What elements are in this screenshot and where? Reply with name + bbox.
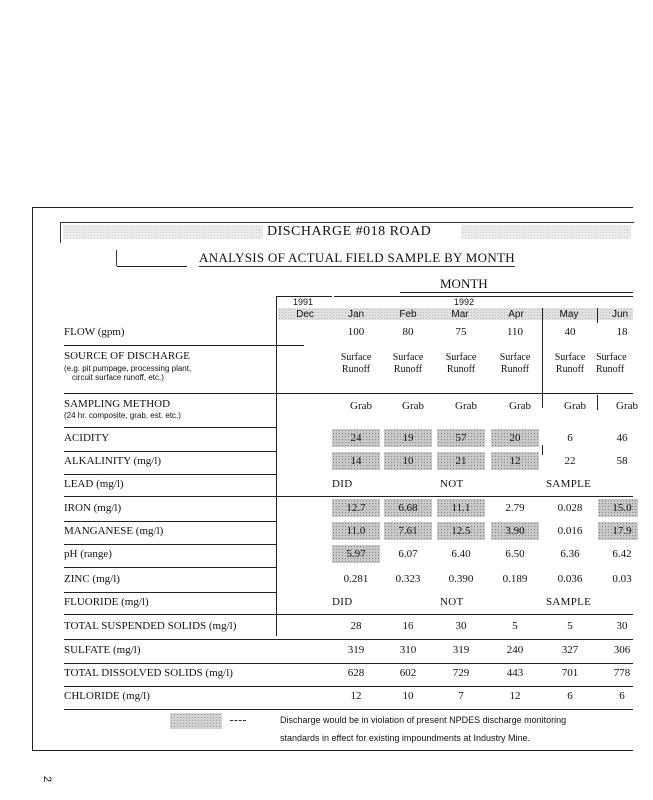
row-value: 319 (452, 644, 470, 656)
lead-word: DID (332, 478, 353, 490)
row-value: 14 (350, 455, 362, 467)
footnote-line-1: Discharge would be in violation of present NPDES discharge monitoring (280, 715, 567, 725)
row-label: MANGANESE (mg/l) (64, 525, 164, 537)
sampling-value: Grab (350, 400, 372, 412)
bottom-rule (32, 750, 633, 751)
footnote-line-2: standards in effect for existing impoundments at Industry Mine. (280, 733, 530, 743)
month-jun: Jun (611, 309, 629, 320)
row-value: 319 (347, 644, 365, 656)
row-value: 6.42 (612, 548, 632, 560)
flow-value: 40 (564, 326, 576, 338)
page-number: 2 (41, 775, 54, 783)
row-value: 6.68 (398, 502, 418, 514)
flow-value: 18 (616, 326, 628, 338)
year-1992: 1992 (453, 297, 475, 307)
row-value: 6 (567, 432, 573, 444)
row-value: 6.36 (560, 548, 580, 560)
left-rule (32, 207, 33, 750)
row-value: 12.7 (346, 502, 366, 514)
source-value: Runoff (500, 364, 530, 375)
row-value: 12 (509, 690, 521, 702)
row-value: 443 (506, 667, 524, 679)
row-value: 12 (509, 455, 521, 467)
month-mar: Mar (451, 309, 469, 320)
row-value: 2.79 (505, 502, 525, 514)
row-value: 327 (561, 644, 579, 656)
source-value: Surface (445, 352, 477, 363)
fluoride-word: SAMPLE (546, 596, 592, 608)
lead-word: NOT (440, 478, 464, 490)
row-value: 28 (350, 620, 362, 632)
row-value: 778 (613, 667, 631, 679)
month-apr: Apr (508, 309, 524, 320)
source-value: Runoff (393, 364, 423, 375)
row-value: 11.0 (346, 525, 366, 537)
month-label: MONTH (440, 276, 488, 291)
row-value: 30 (455, 620, 467, 632)
month-may: May (559, 309, 579, 320)
row-value: 310 (399, 644, 417, 656)
sampling-desc: (24 hr. composite, grab, est. etc.) (64, 411, 181, 420)
row-label: SULFATE (mg/l) (64, 644, 141, 656)
row-value: 46 (616, 432, 628, 444)
lead-word: SAMPLE (546, 478, 592, 490)
row-value: 11.1 (451, 502, 471, 514)
source-value: Runoff (446, 364, 476, 375)
row-value: 24 (350, 432, 362, 444)
source-value: Surface (554, 352, 586, 363)
source-value: Surface (392, 352, 424, 363)
source-desc-1: (e.g. pit pumpage, processing plant, (64, 364, 192, 373)
source-value: Surface (499, 352, 531, 363)
row-value: 701 (561, 667, 579, 679)
flow-value: 110 (506, 326, 524, 338)
row-value: 19 (402, 432, 414, 444)
source-value: Surface (340, 352, 372, 363)
row-label: ACIDITY (64, 432, 110, 444)
row-value: 12 (350, 690, 362, 702)
row-label: TOTAL DISSOLVED SOLIDS (mg/l) (64, 667, 233, 679)
row-value: 5.97 (346, 548, 366, 560)
source-desc-2: circuit surface runoff, etc.) (72, 373, 164, 382)
row-value: 0.281 (343, 573, 369, 585)
source-value: Surface (596, 352, 627, 363)
row-value: 0.016 (557, 525, 583, 537)
row-value: 0.028 (557, 502, 583, 514)
row-label: TOTAL SUSPENDED SOLIDS (mg/l) (64, 620, 237, 632)
violation-legend-swatch (170, 713, 222, 729)
row-value: 628 (347, 667, 365, 679)
label-column-rule (276, 296, 277, 636)
month-feb: Feb (399, 309, 417, 320)
row-value: 7 (458, 690, 464, 702)
row-value: 58 (616, 455, 628, 467)
sampling-value: Grab (402, 400, 424, 412)
row-label: ALKALINITY (mg/l) (64, 455, 162, 467)
flow-value: 100 (347, 326, 365, 338)
page-title: DISCHARGE #018 ROAD (267, 224, 432, 239)
sampling-label: SAMPLING METHOD (64, 398, 171, 410)
sampling-value: Grab (509, 400, 531, 412)
lead-label: LEAD (mg/l) (64, 478, 124, 490)
row-value: 3.90 (505, 525, 525, 537)
row-value: 15.0 (612, 502, 632, 514)
row-value: 6 (567, 690, 573, 702)
row-value: 306 (613, 644, 631, 656)
title-box (60, 222, 634, 243)
month-dec: Dec (296, 309, 314, 320)
source-value: Runoff (596, 364, 625, 375)
fluoride-word: DID (332, 596, 353, 608)
row-value: 10 (402, 455, 414, 467)
row-value: 6 (619, 690, 625, 702)
flow-label: FLOW (gpm) (64, 326, 125, 338)
row-value: 6.07 (398, 548, 418, 560)
subtitle: ANALYSIS OF ACTUAL FIELD SAMPLE BY MONTH (199, 250, 515, 265)
row-value: 21 (455, 455, 467, 467)
row-value: 7.61 (398, 525, 418, 537)
row-value: 6.50 (505, 548, 525, 560)
row-label: CHLORIDE (mg/l) (64, 690, 150, 702)
row-value: 22 (564, 455, 576, 467)
flow-value: 80 (402, 326, 414, 338)
month-jan: Jan (347, 309, 365, 320)
sampling-value: Grab (564, 400, 586, 412)
flow-value: 75 (455, 326, 467, 338)
row-value: 30 (616, 620, 628, 632)
sampling-value: Grab (455, 400, 477, 412)
top-rule (32, 207, 633, 208)
row-value: 12.5 (451, 525, 471, 537)
fluoride-label: FLUORIDE (mg/l) (64, 596, 149, 608)
row-value: 0.03 (612, 573, 632, 585)
row-value: 5 (512, 620, 518, 632)
row-value: 729 (452, 667, 470, 679)
fluoride-word: NOT (440, 596, 464, 608)
row-value: 16 (402, 620, 414, 632)
source-label: SOURCE OF DISCHARGE (64, 350, 190, 362)
row-value: 17.9 (612, 525, 632, 537)
row-value: 6.40 (451, 548, 471, 560)
row-value: 57 (455, 432, 467, 444)
row-value: 240 (506, 644, 524, 656)
row-value: 20 (509, 432, 521, 444)
row-value: 5 (567, 620, 573, 632)
subtitle-box (116, 250, 634, 266)
sampling-value: Grab (616, 400, 638, 412)
row-value: 0.323 (395, 573, 421, 585)
year-1991: 1991 (292, 297, 314, 307)
row-value: 0.189 (502, 573, 528, 585)
row-label: pH (range) (64, 548, 112, 560)
row-value: 0.036 (557, 573, 583, 585)
row-label: IRON (mg/l) (64, 502, 122, 514)
row-value: 10 (402, 690, 414, 702)
row-value: 0.390 (448, 573, 474, 585)
source-value: Runoff (341, 364, 371, 375)
row-label: ZINC (mg/l) (64, 573, 120, 585)
row-value: 602 (399, 667, 417, 679)
source-value: Runoff (555, 364, 585, 375)
